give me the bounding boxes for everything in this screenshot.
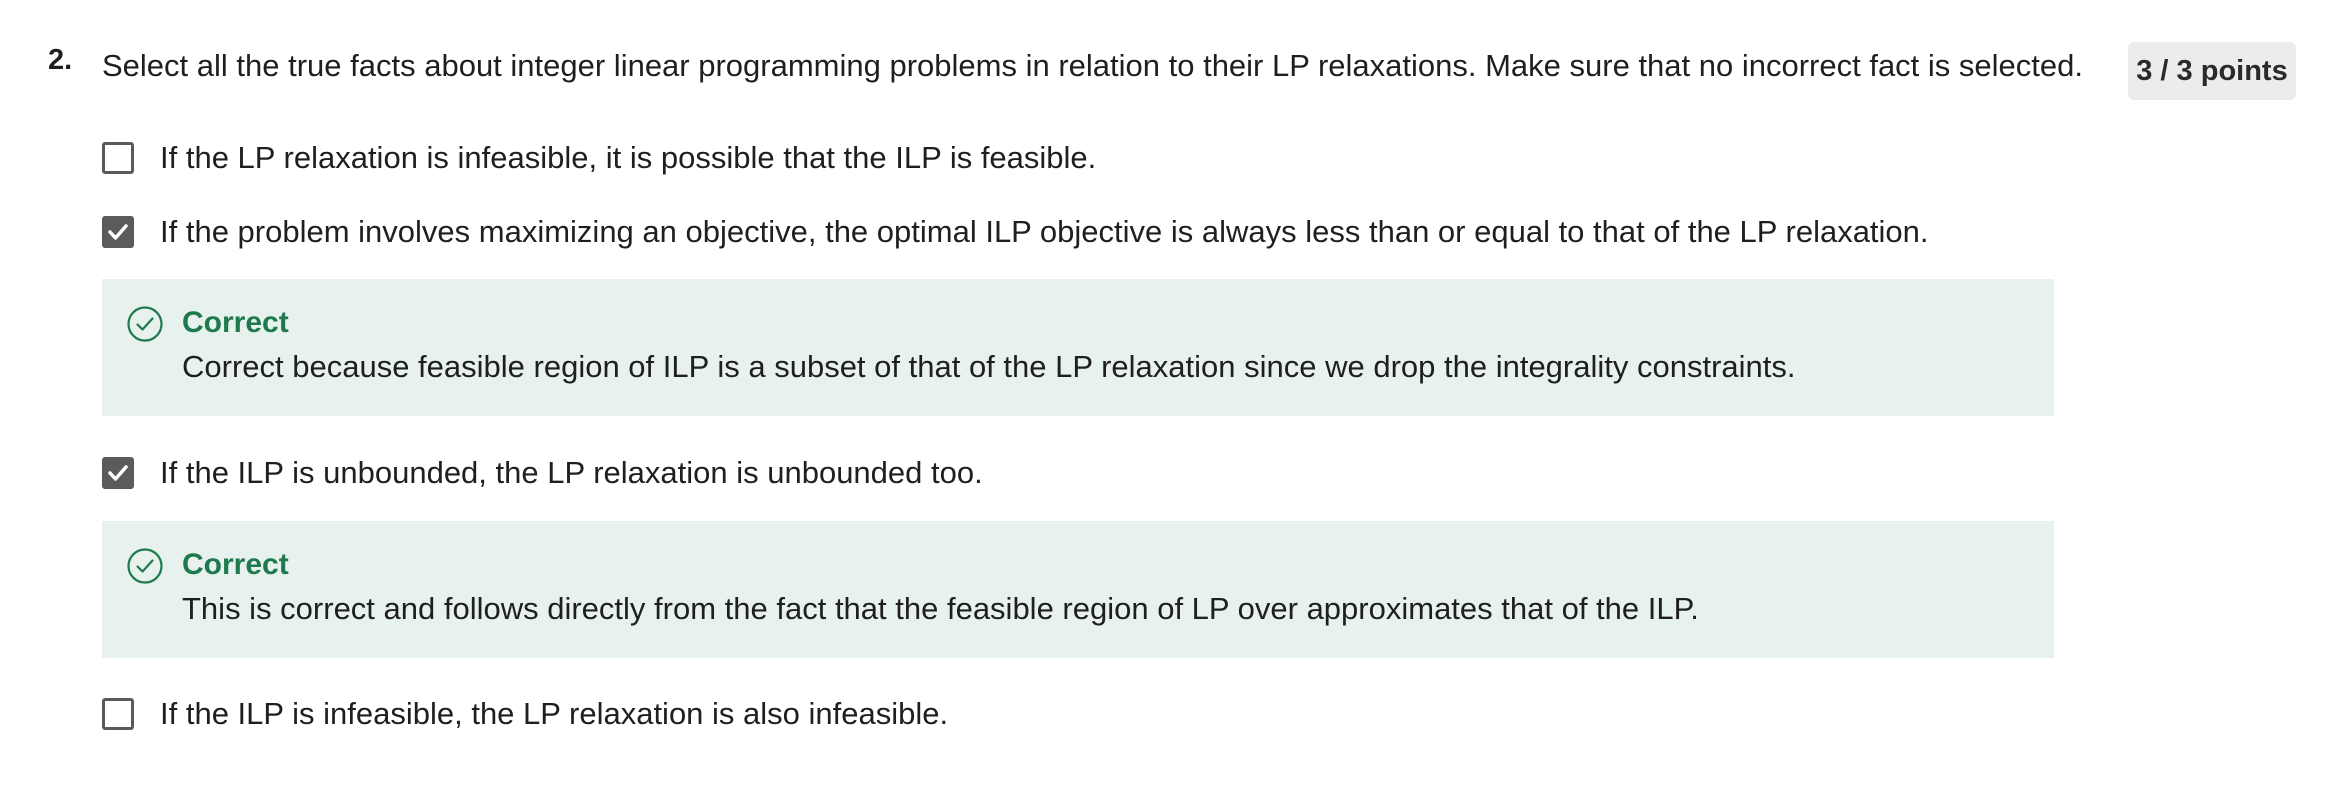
option-2-label: If the problem involves maximizing an objective, the optimal ILP objective is always less than or equal to that of the LP relaxation. (160, 214, 1929, 249)
option-1-checkbox[interactable] (102, 142, 134, 174)
option-4-label: If the ILP is infeasible, the LP relaxation is also infeasible. (160, 696, 949, 731)
check-circle-icon (126, 547, 164, 585)
option-2-feedback (102, 279, 2054, 416)
option-3-checkbox[interactable] (102, 457, 134, 489)
points-badge: 3 / 3 points (2128, 42, 2296, 100)
option-1-label: If the LP relaxation is infeasible, it is possible that the ILP is feasible. (160, 140, 1097, 175)
feedback-text: Correct because feasible region of ILP is a subset of that of the LP relaxation since we drop the integrality constraints. (182, 349, 1796, 384)
option-4[interactable] (102, 694, 948, 734)
option-2[interactable] (102, 212, 1929, 252)
feedback-title: Correct (182, 548, 289, 581)
option-1[interactable] (102, 138, 1096, 178)
checkmark-icon (105, 460, 131, 486)
feedback-text: This is correct and follows directly from the fact that the feasible region of LP over approximates that of the ILP. (182, 591, 1699, 626)
check-circle-icon (126, 305, 164, 343)
question-number: 2. (48, 44, 73, 76)
feedback-title: Correct (182, 306, 289, 339)
option-3[interactable] (102, 453, 983, 493)
option-2-checkbox[interactable] (102, 216, 134, 248)
option-4-checkbox[interactable] (102, 698, 134, 730)
option-3-label: If the ILP is unbounded, the LP relaxation is unbounded too. (160, 455, 983, 490)
question-text: Select all the true facts about integer linear programming problems in relation to their LP relaxations. Make sure that no incorrect fact is selected. (102, 48, 2083, 83)
checkmark-icon (105, 219, 131, 245)
option-3-feedback (102, 521, 2054, 658)
